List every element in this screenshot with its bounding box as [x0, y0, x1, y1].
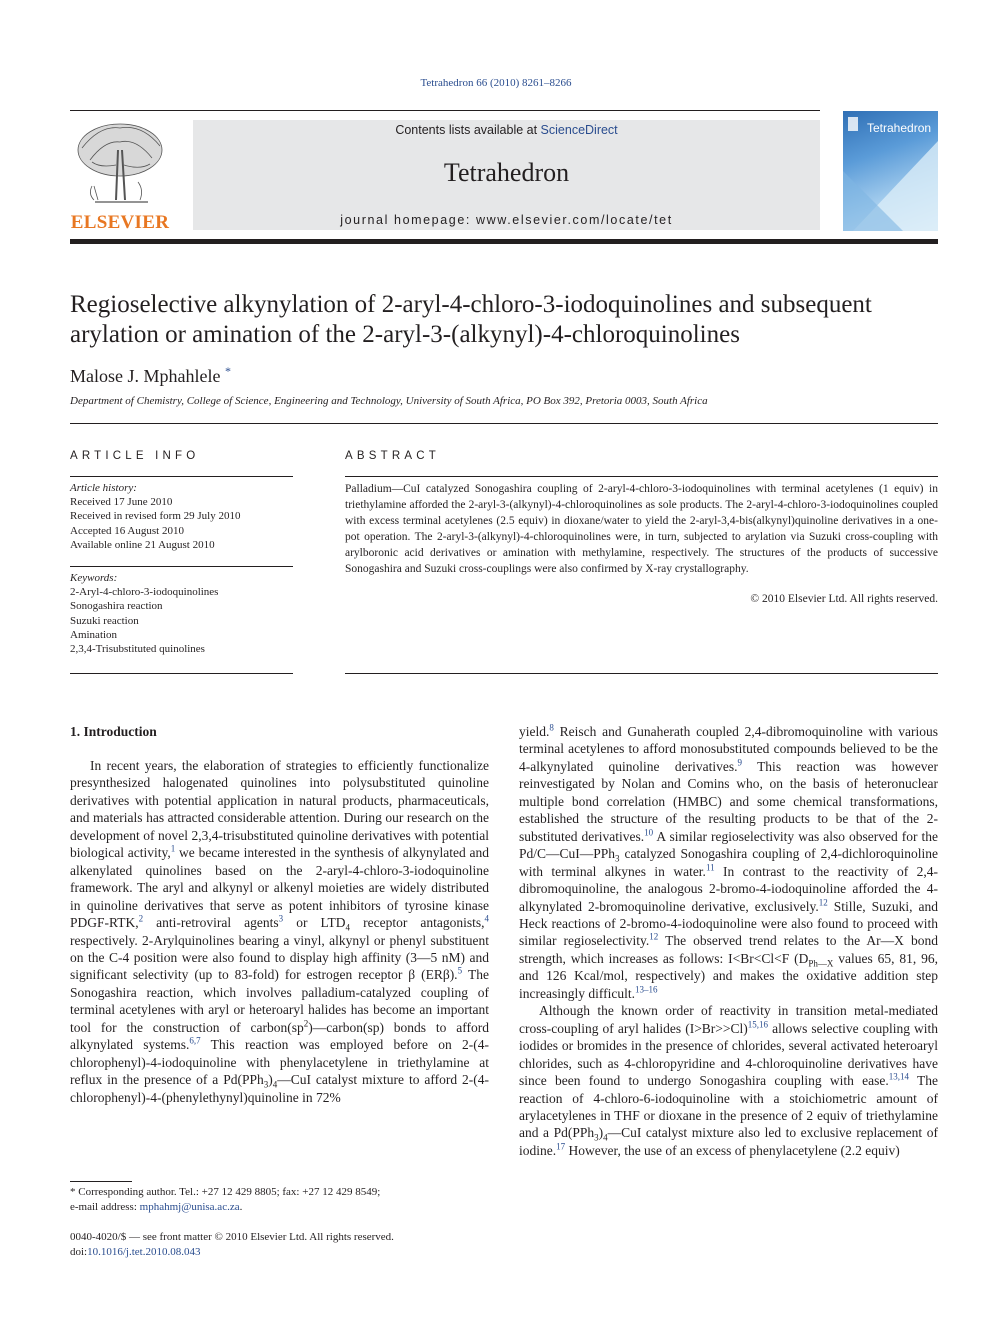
- history-item: Available online 21 August 2010: [70, 538, 215, 551]
- abstract-bottom-rule: [345, 673, 938, 674]
- keyword-item: Sonogashira reaction: [70, 600, 163, 613]
- journal-homepage[interactable]: journal homepage: www.elsevier.com/locate/tet: [340, 213, 673, 227]
- affiliation-rule: [70, 423, 938, 424]
- article-info-heading: ARTICLE INFO: [70, 450, 200, 462]
- reference-link[interactable]: 3: [278, 913, 284, 924]
- article-title: Regioselective alkynylation of 2-aryl-4-chloro-3-iodoquinolines and subsequent arylation or amination of the 2-aryl-3-(alkynyl)-4-chloroquinolines: [70, 291, 872, 348]
- author-line: [70, 364, 231, 387]
- tree-icon: [70, 120, 170, 212]
- reference-link[interactable]: 12: [818, 897, 828, 908]
- history-rule: [70, 566, 293, 567]
- keywords-block: [70, 571, 218, 656]
- keywords-rule: [70, 673, 293, 674]
- reference-link[interactable]: 11: [705, 862, 715, 873]
- header-rule: [70, 110, 820, 111]
- sciencedirect-link[interactable]: ScienceDirect: [540, 123, 618, 137]
- front-matter-info: [70, 1230, 394, 1259]
- header-thick-rule: [70, 239, 938, 244]
- journal-title: Tetrahedron: [443, 158, 570, 187]
- reference-link[interactable]: 8: [549, 722, 554, 733]
- reference-link[interactable]: 17: [556, 1141, 566, 1152]
- reference-link[interactable]: 13,14: [888, 1071, 909, 1082]
- reference-link[interactable]: 1: [170, 843, 176, 854]
- article-history: [70, 481, 240, 552]
- footnote-contact: * Corresponding author. Tel.: +27 12 429 8805; fax: +27 12 429 8549;: [70, 1186, 381, 1198]
- contents-line: Contents lists available at ScienceDirect: [395, 123, 618, 137]
- abstract-heading: ABSTRACT: [345, 450, 440, 462]
- intro-paragraph: Although the known order of reactivity in transition metal-mediated cross-coupling of aryl halides (I>Br>>Cl)$^{15,16}$ allows selective coupling with iodides or bromides in the presence of chlorides, several activated heteroaryl chlorides, such as 4-chloropyridine and 4-chloroquinoline derivatives have since been found to undergo Sonogashira coupling with ease.$^{13,14}$ The reaction of 4-chloro-6-iodoquinoline with a stoichiometric amount of arylacetylenes in THF or dioxane in the presence of 2 equiv of triethylamine and a $Pd(PPh_3)_4—CuI$ catalyst mixture also led to exclusive replacement of iodine.$^{17}$ However, the use of an excess of phenylacetylene (2.2 equiv): [519, 1003, 939, 1158]
- keyword-item: Amination: [70, 628, 118, 641]
- left-column: [70, 757, 489, 1106]
- intro-paragraph: In recent years, the elaboration of strategies to efficiently functionalize presynthesized halogenated quinolines into polysubstituted quinoline derivatives with potential application in natural products, pharmaceuticals, and materials has attracted considerable attention. During our research on the development of novel 2,3,4-trisubstituted quinoline derivatives with potential biological activity,$^1$ we became interested in the synthesis of alkynylated and alkenylated quinolines based on the 2-aryl-4-chloro-3-iodoquinoline framework. The aryl and alkynyl or alkenyl moieties are widely distributed in quinoline derivatives that serve as potent inhibitors of tyrosine kinase PDGF-RTK,$^2$ anti-retroviral agents$^3$ or $LTD_4$ receptor antagonists,$^4$ respectively. 2-Arylquinolines bearing a vinyl, alkynyl or phenyl substituent on the C-4 position were also found to display high affinity (3—5 nM) and significant selectivity (up to 83-fold) for estrogen receptor β (ERβ).$^5$ The Sonogashira reaction, which involves palladium-catalyzed coupling of terminal acetylenes with aryl or heteroaryl halides has become an important tool for the construction of $carbon(sp^2)—carbon(sp)$ bonds to afford alkynylated systems.$^{6,7}$ This reaction was employed before on 2-(4-chlorophenyl)-4-iodoquinoline with phenylacetylene in triethylamine at reflux in the presence of a $Pd(PPh_3)_4—CuI$ catalyst mixture to afford 2-(4-chlorophenyl)-4-(phenylethynyl)quinoline in 72%: [70, 758, 490, 1105]
- reference-link[interactable]: 10: [644, 827, 654, 838]
- citation-link[interactable]: Tetrahedron 66 (2010) 8261–8266: [420, 77, 572, 89]
- footnote-email-line: e-mail address: mphahmj@unisa.ac.za.: [70, 1200, 243, 1213]
- reference-link[interactable]: 9: [737, 757, 742, 768]
- author-name: Malose J. Mphahlele: [70, 366, 221, 386]
- history-item: Received in revised form 29 July 2010: [70, 510, 241, 523]
- abstract-rule: [345, 476, 938, 477]
- issn-line: 0040-4020/$ — see front matter © 2010 Elsevier Ltd. All rights reserved.: [70, 1231, 394, 1243]
- doi-line: doi:10.1016/j.tet.2010.08.043: [70, 1245, 201, 1258]
- history-item: Received 17 June 2010: [70, 496, 173, 509]
- keyword-item: 2-Aryl-4-chloro-3-iodoquinolines: [70, 586, 219, 599]
- reference-link[interactable]: 5: [457, 965, 463, 976]
- article-info-rule: [70, 476, 293, 477]
- email-link[interactable]: mphahmj@unisa.ac.za: [139, 1200, 240, 1213]
- reference-link[interactable]: 13–16: [634, 984, 658, 995]
- elsevier-wordmark: ELSEVIER: [70, 212, 170, 233]
- corresponding-author-mark[interactable]: *: [224, 364, 231, 378]
- cover-title: Tetrahedron: [867, 121, 932, 135]
- history-item: Accepted 16 August 2010: [70, 524, 184, 537]
- abstract-copyright: © 2010 Elsevier Ltd. All rights reserved.: [750, 593, 938, 605]
- introduction-heading: 1. Introduction: [70, 724, 157, 739]
- reference-link[interactable]: 2: [138, 913, 144, 924]
- abstract-text: Palladium—CuI catalyzed Sonogashira coupling of 2-aryl-4-chloro-3-iodoquinolines with terminal acetylenes (1 equiv) in triethylamine afforded the 2-aryl-3-(alkynyl)-4-chloroquinolines as sole products. The 2-aryl-4-chloro-3-iodoquinolines coupled with excess terminal acetylenes (2.5 equiv) in dioxane/water to yield the 2-aryl-3,4-bis(alkynyl)quinoline derivatives in a one-pot operation. The 2-aryl-3-(alkynyl)-4-chloroquinolines were, in turn, subjected to arylation via Suzuki cross-coupling with arylboronic acid derivatives or amination with methylamine, respectively. The structures of the products of successive Sonogashira and Suzuki cross-couplings were also confirmed by X-ray crystallography.: [345, 483, 938, 575]
- corresponding-author-footnote: [70, 1185, 489, 1214]
- author-affiliation: Department of Chemistry, College of Science, Engineering and Technology, University of South Africa, PO Box 392, Pretoria 0003, South Africa: [70, 395, 708, 407]
- keyword-item: 2,3,4-Trisubstituted quinolines: [70, 643, 205, 656]
- reference-link[interactable]: 15,16: [747, 1019, 769, 1030]
- keywords-label: Keywords:: [70, 572, 118, 584]
- history-label: Article history:: [70, 482, 137, 494]
- keyword-item: Suzuki reaction: [70, 614, 139, 627]
- reference-link[interactable]: 12: [649, 931, 659, 942]
- doi-link[interactable]: 10.1016/j.tet.2010.08.043: [87, 1245, 201, 1258]
- reference-link[interactable]: 6,7: [189, 1035, 201, 1046]
- journal-cover-image: [843, 111, 938, 231]
- journal-banner: [193, 120, 820, 230]
- reference-link[interactable]: 4: [484, 913, 489, 924]
- journal-citation: [0, 77, 992, 89]
- intro-paragraph: yield.$^8$ Reisch and Gunaherath coupled 2,4-dibromoquinoline with various terminal acetylenes to afford monosubstituted compounds believed to be the 4-alkynylated quinoline derivatives.$^9$ This reaction was however reinvestigated by Nolan and Comins who, on the basis of heteronuclear multiple bond correlation (HMBC) and some chemical transformations, established the structure of the resulting products to be that of the 2-substituted derivatives.$^{10}$ A similar regioselectivity was also observed for the Pd/C—CuI—PPh$_3$ catalyzed Sonogashira coupling of 2,4-dichloroquinoline with terminal alkynes in water.$^{11}$ In contrast to the reactivity of 2,4-dibromoquinoline, the analogous 2-bromo-4-iodoquinoline afforded the 4-alkynylated 2-bromoquinoline derivative, exclusively.$^{12}$ Stille, Suzuki, and Heck reactions of 2-bromo-4-iodoquinoline were also found to proceed with similar regioselectivity.$^{12}$ The observed trend relates to the Ar—X bond strength, which increases as follows: I<Br<Cl<F ($D_{Ph—X}$ values 65, 81, 96, and 126 Kcal/mol, respectively) and makes the oxidative addition step increasingly difficult.$^{13-16}$: [519, 722, 939, 1001]
- right-column: [519, 723, 938, 1159]
- footnote-rule: [70, 1181, 132, 1182]
